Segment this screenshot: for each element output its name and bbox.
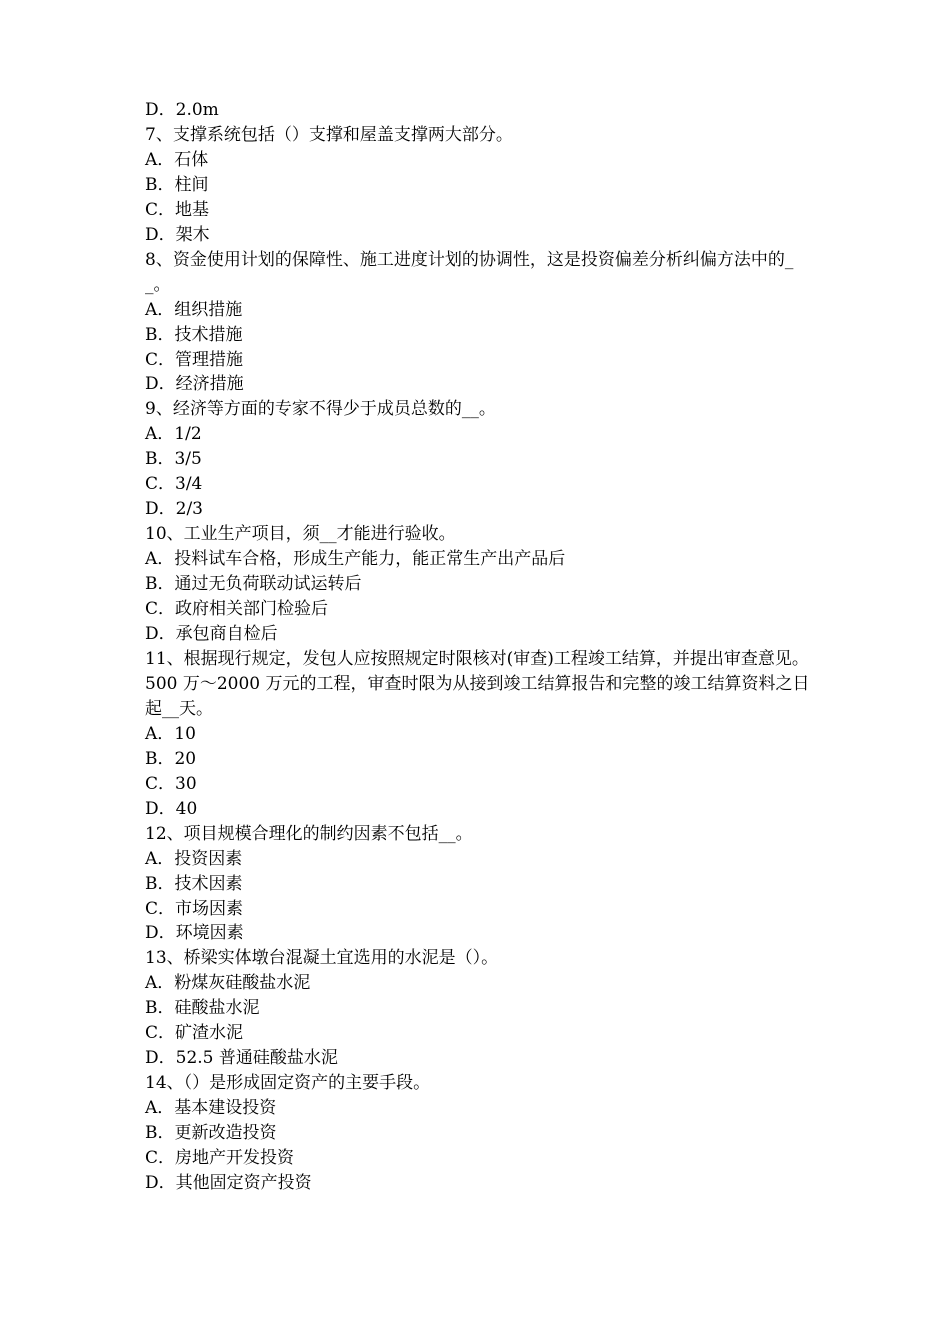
option-c: C．房地产开发投资 (145, 1148, 295, 1169)
option-a: A．基本建设投资 (145, 1098, 277, 1119)
option-a: A．石体 (145, 149, 209, 170)
option-b: B．3/5 (145, 449, 202, 470)
option-c: C．地基 (145, 199, 210, 220)
option-c: C．政府相关部门检验后 (145, 599, 329, 620)
question-stem: 13、桥梁实体墩台混凝土宜选用的水泥是（）。 (145, 948, 499, 969)
option-d: D．经济措施 (145, 374, 244, 395)
question-9 (145, 397, 810, 522)
question-14 (145, 1071, 810, 1196)
option-a: A．投资因素 (145, 848, 243, 869)
option-b: B．20 (145, 748, 197, 769)
option-b: B．技术措施 (145, 324, 243, 345)
option-b: B．硅酸盐水泥 (145, 998, 260, 1019)
question-13 (145, 946, 810, 1071)
question-11 (145, 647, 810, 822)
leading-option: D．2.0m (145, 100, 219, 120)
question-stem: 11、根据现行规定，发包人应按照规定时限核对(审查)工程竣工结算，并提出审查意见。500 万～2000 万元的工程，审查时限为从接到竣工结算报告和完整的竣工结算资料之日起__天。 (145, 648, 810, 719)
option-c: C．矿渣水泥 (145, 1023, 244, 1044)
option-c: C．30 (145, 773, 197, 794)
option-a: A．组织措施 (145, 299, 243, 320)
option-d: D．承包商自检后 (145, 624, 278, 645)
question-stem: 9、经济等方面的专家不得少于成员总数的__。 (145, 399, 496, 420)
option-c: C．管理措施 (145, 349, 244, 370)
question-10 (145, 522, 810, 647)
option-b: B．通过无负荷联动试运转后 (145, 574, 362, 595)
question-12 (145, 822, 810, 947)
option-d: D．其他固定资产投资 (145, 1172, 312, 1193)
question-8 (145, 248, 810, 398)
option-d: D．环境因素 (145, 923, 244, 944)
option-a: A．投料试车合格，形成生产能力，能正常生产出产品后 (145, 549, 566, 570)
document-body (145, 98, 810, 1196)
option-d: D．40 (145, 798, 198, 819)
option-d: D．架木 (145, 224, 210, 245)
question-stem: 10、工业生产项目，须__才能进行验收。 (145, 524, 456, 545)
question-7 (145, 123, 810, 248)
option-b: B．更新改造投资 (145, 1123, 277, 1144)
option-d: D．52.5 普通硅酸盐水泥 (145, 1048, 338, 1069)
option-a: A．粉煤灰硅酸盐水泥 (145, 973, 311, 994)
option-b: B．技术因素 (145, 873, 243, 894)
option-d: D．2/3 (145, 499, 203, 520)
question-stem: 8、资金使用计划的保障性、施工进度计划的协调性，这是投资偏差分析纠偏方法中的__。 (145, 249, 794, 295)
option-c: C．3/4 (145, 474, 203, 495)
option-b: B．柱间 (145, 174, 209, 195)
option-a: A．10 (145, 723, 196, 744)
option-a: A．1/2 (145, 424, 202, 445)
question-stem: 12、项目规模合理化的制约因素不包括__。 (145, 823, 473, 844)
question-stem: 14、（）是形成固定资产的主要手段。 (145, 1073, 431, 1094)
question-stem: 7、支撑系统包括（）支撑和屋盖支撑两大部分。 (145, 124, 513, 145)
option-c: C．市场因素 (145, 898, 244, 919)
